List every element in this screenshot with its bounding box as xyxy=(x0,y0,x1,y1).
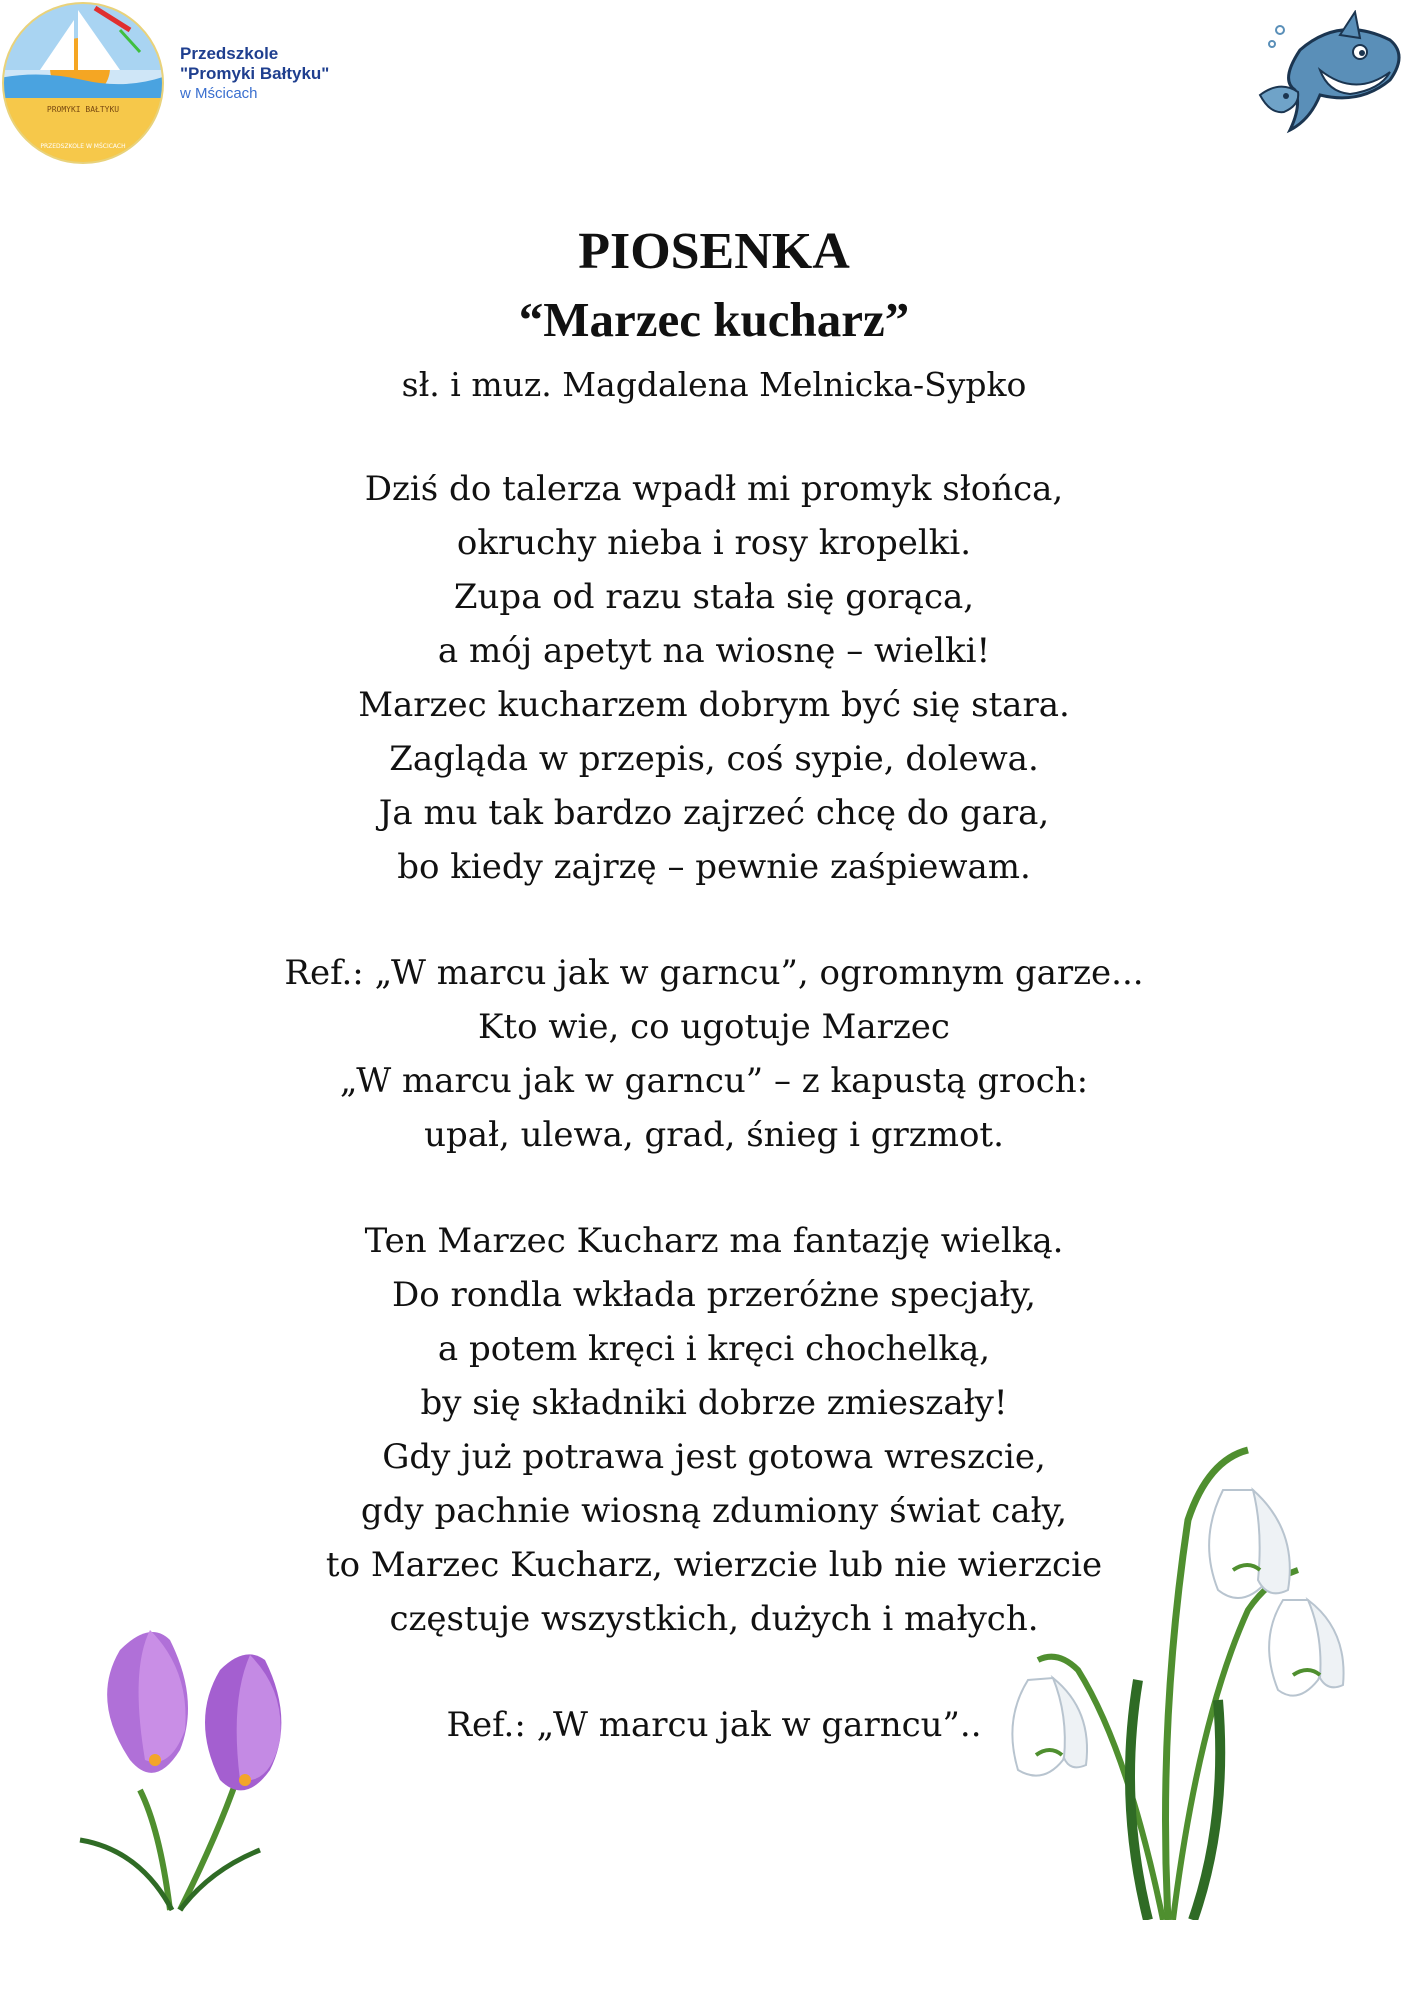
logo-ring-text: PROMYKI BAŁTYKU xyxy=(46,105,120,114)
lyric-line: Ref.: „W marcu jak w garncu”, ogromnym garze... xyxy=(284,953,1144,993)
lyric-line: a mój apetyt na wiosnę – wielki! xyxy=(437,631,991,671)
song-subtitle: “Marzec kucharz” xyxy=(518,292,910,347)
lyric-line: by się składniki dobrze zmieszały! xyxy=(420,1383,1008,1423)
crocus-flower-icon xyxy=(60,1610,350,1920)
stanza-1 xyxy=(0,462,1428,894)
song-title: PIOSENKA xyxy=(578,223,850,280)
lyric-line: gdy pachnie wiosną zdumiony świat cały, xyxy=(360,1491,1068,1531)
lyric-line: Zupa od razu stała się gorąca, xyxy=(453,577,975,617)
lyric-line: Ja mu tak bardzo zajrzeć chcę do gara, xyxy=(378,793,1050,833)
brand-line-2: "Promyki Bałtyku" xyxy=(180,64,330,83)
lyric-line: Marzec kucharzem dobrym być się stara. xyxy=(358,685,1070,725)
lyric-line: Gdy już potrawa jest gotowa wreszcie, xyxy=(382,1437,1046,1477)
lyric-line: upał, ulewa, grad, śnieg i grzmot. xyxy=(424,1115,1004,1155)
lyric-line: Do rondla wkłada przeróżne specjały, xyxy=(392,1275,1036,1315)
lyric-line: Dziś do talerza wpadł mi promyk słońca, xyxy=(364,469,1064,509)
lyric-line: częstuje wszystkich, dużych i małych. xyxy=(389,1599,1039,1639)
lyric-line: okruchy nieba i rosy kropelki. xyxy=(456,523,972,563)
refrain xyxy=(0,946,1428,1162)
song-author: sł. i muz. Magdalena Melnicka-Sypko xyxy=(401,365,1027,404)
brand-line-1: Przedszkole xyxy=(180,44,279,63)
lyric-line: to Marzec Kucharz, wierzcie lub nie wierzcie xyxy=(325,1545,1103,1585)
lyric-line: „W marcu jak w garncu” – z kapustą groch: xyxy=(339,1061,1089,1101)
lyric-line: a potem kręci i kręci chochelką, xyxy=(437,1329,991,1369)
kindergarten-logo-icon xyxy=(0,0,166,166)
shark-mascot-icon xyxy=(1240,10,1410,150)
lyric-line: Zagląda w przepis, coś sypie, dolewa. xyxy=(389,739,1039,779)
brand-name xyxy=(180,44,329,104)
logo-bottom-text: PRZEDSZKOLE W MŚCICACH xyxy=(40,143,126,150)
lyric-line: Ref.: „W marcu jak w garncu”.. xyxy=(446,1705,982,1745)
lyric-line: Kto wie, co ugotuje Marzec xyxy=(478,1007,950,1047)
brand-line-3: w Mścicach xyxy=(180,85,258,102)
lyric-line: Ten Marzec Kucharz ma fantazję wielką. xyxy=(364,1221,1064,1261)
snowdrop-flower-icon xyxy=(998,1420,1408,1920)
lyric-line: bo kiedy zajrzę – pewnie zaśpiewam. xyxy=(397,847,1031,887)
